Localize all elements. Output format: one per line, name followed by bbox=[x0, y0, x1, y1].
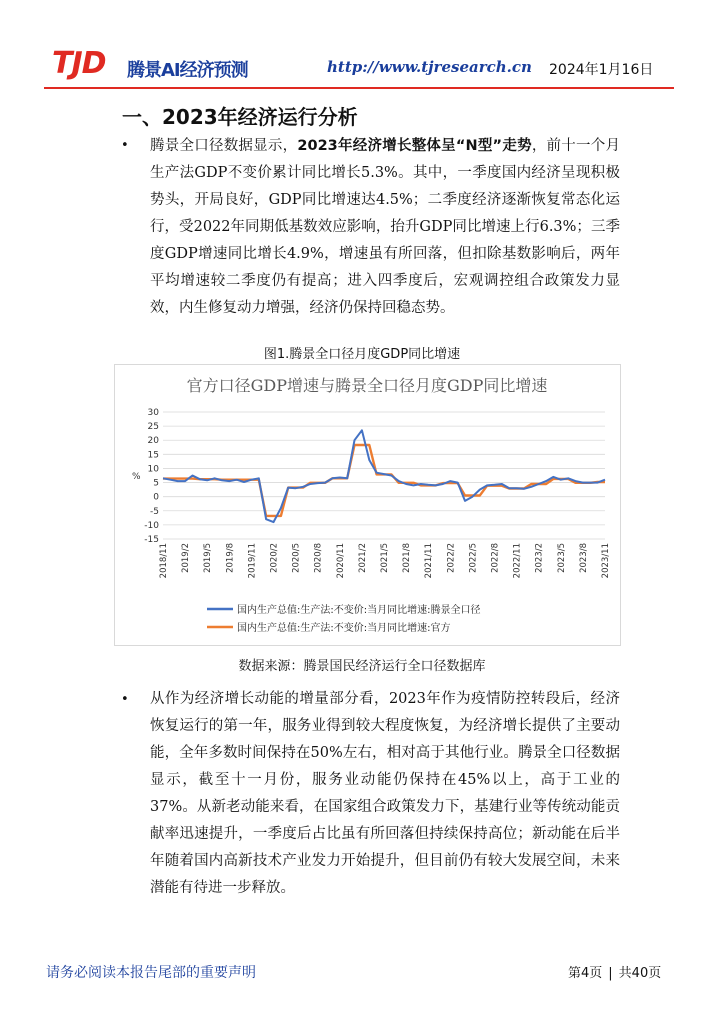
y-tick-label: 0 bbox=[153, 492, 159, 503]
page-number: 第4页 bbox=[568, 966, 603, 981]
y-tick-label: -15 bbox=[144, 535, 159, 545]
x-tick-label: 2019/2 bbox=[181, 543, 192, 573]
x-tick-label: 2023/8 bbox=[578, 543, 589, 573]
footer-disclaimer-notice: 请务必阅读本报告尾部的重要声明 bbox=[46, 965, 256, 981]
x-tick-label: 2021/8 bbox=[402, 543, 413, 573]
page-header bbox=[0, 0, 724, 96]
x-tick-label: 2021/2 bbox=[357, 543, 368, 573]
page-separator: | bbox=[608, 966, 613, 981]
x-tick-label: 2022/5 bbox=[468, 543, 479, 573]
y-tick-label: 5 bbox=[153, 478, 159, 489]
series-line-tengjing bbox=[163, 430, 605, 522]
y-tick-label: 25 bbox=[147, 422, 159, 433]
site-url-link[interactable]: http://www.tjresearch.cn bbox=[327, 58, 532, 76]
y-tick-label: 10 bbox=[147, 464, 159, 475]
legend-label-tengjing: 国内生产总值:生产法:不变价:当月同比增速:腾景全口径 bbox=[237, 605, 481, 616]
x-tick-label: 2020/2 bbox=[269, 543, 280, 573]
x-tick-label: 2018/11 bbox=[159, 543, 169, 579]
x-tick-label: 2021/5 bbox=[380, 543, 390, 573]
x-tick-label: 2023/11 bbox=[601, 543, 611, 579]
logo-mark: TJD bbox=[52, 46, 106, 81]
x-tick-label: 2020/8 bbox=[313, 543, 324, 573]
chart-title: 官方口径GDP增速与腾景全口径月度GDP同比增速 bbox=[186, 376, 548, 395]
section-title: 一、2023年经济运行分析 bbox=[122, 105, 358, 129]
chart-legend bbox=[207, 603, 480, 634]
chart-x-ticks bbox=[159, 543, 611, 578]
footer-page-number bbox=[568, 962, 661, 981]
y-tick-label: 15 bbox=[147, 450, 159, 461]
gdp-chart-svg bbox=[115, 365, 620, 645]
x-tick-label: 2021/11 bbox=[424, 543, 435, 579]
x-tick-label: 2019/8 bbox=[225, 543, 236, 573]
y-tick-label: 20 bbox=[147, 436, 159, 447]
x-tick-label: 2019/5 bbox=[203, 543, 214, 573]
gdp-chart bbox=[114, 364, 621, 646]
figure-source: 数据来源：腾景国民经济运行全口径数据库 bbox=[238, 659, 486, 674]
x-tick-label: 2020/5 bbox=[291, 543, 302, 573]
figure-caption: 图1.腾景全口径月度GDP同比增速 bbox=[263, 347, 461, 362]
total-pages: 共40页 bbox=[618, 966, 662, 981]
y-tick-label: -5 bbox=[150, 506, 159, 517]
x-tick-label: 2020/11 bbox=[335, 543, 346, 579]
y-tick-label: 30 bbox=[147, 408, 159, 418]
paragraph-1-bold: 2023年经济增长整体呈“N型”走势 bbox=[297, 138, 532, 154]
legend-label-official: 国内生产总值:生产法:不变价:当月同比增速:官方 bbox=[237, 623, 451, 634]
header-divider bbox=[44, 87, 674, 89]
x-tick-label: 2019/11 bbox=[247, 543, 258, 579]
y-tick-label: -10 bbox=[144, 520, 159, 531]
paragraph-1 bbox=[150, 133, 620, 322]
x-tick-label: 2023/2 bbox=[534, 543, 545, 573]
chart-y-axis-label: % bbox=[132, 472, 141, 482]
paragraph-1-rest: ，前十一个月生产法GDP不变价累计同比增长5.3%。其中，一季度国内经济呈现积极势头，开局良好，GDP同比增速达4.5%；二季度经济逐渐恢复常态化运行，受2022年同期低基数效应影响，抬升GDP同比增速上行6.3%；三季度GDP增速同比增长4.9%，增速虽有所回落，但扣除基数影响后，两年平均增速较二季度仍有提高；进入四季度后，宏观调控组合政策发力显效，内生修复动力增强，经济仍保持回稳态势。 bbox=[150, 138, 621, 316]
x-tick-label: 2022/2 bbox=[446, 543, 457, 573]
paragraph-2: 从作为经济增长动能的增量部分看，2023年作为疫情防控转段后，经济恢复运行的第一年，服务业得到较大程度恢复，为经济增长提供了主要动能，全年多数时间保持在50%左右，相对高于其他行业。腾景全口径数据显示，截至十一月份，服务业动能仍保持在45%以上，高于工业的37%。从新老动能来看，在国家组合政策发力下，基建行业等传统动能贡献率迅速提升，一季度后占比虽有所回落但持续保持高位；新动能在后半年随着国内高新技术产业发力开始提升，但目前仍有较大发展空间，未来潜能有待进一步释放。 bbox=[150, 691, 620, 896]
chart-series bbox=[163, 430, 605, 522]
paragraph-1-lead: 腾景全口径数据显示， bbox=[150, 138, 298, 154]
x-tick-label: 2023/5 bbox=[556, 543, 567, 573]
x-tick-label: 2022/8 bbox=[490, 543, 501, 573]
chart-y-ticks bbox=[144, 408, 159, 545]
report-date: 2024年1月16日 bbox=[549, 62, 654, 78]
bullet-2: • bbox=[121, 692, 129, 707]
logo-name: 腾景AI经济预测 bbox=[127, 60, 248, 81]
bullet-1: • bbox=[121, 138, 129, 153]
x-tick-label: 2022/11 bbox=[512, 543, 523, 579]
